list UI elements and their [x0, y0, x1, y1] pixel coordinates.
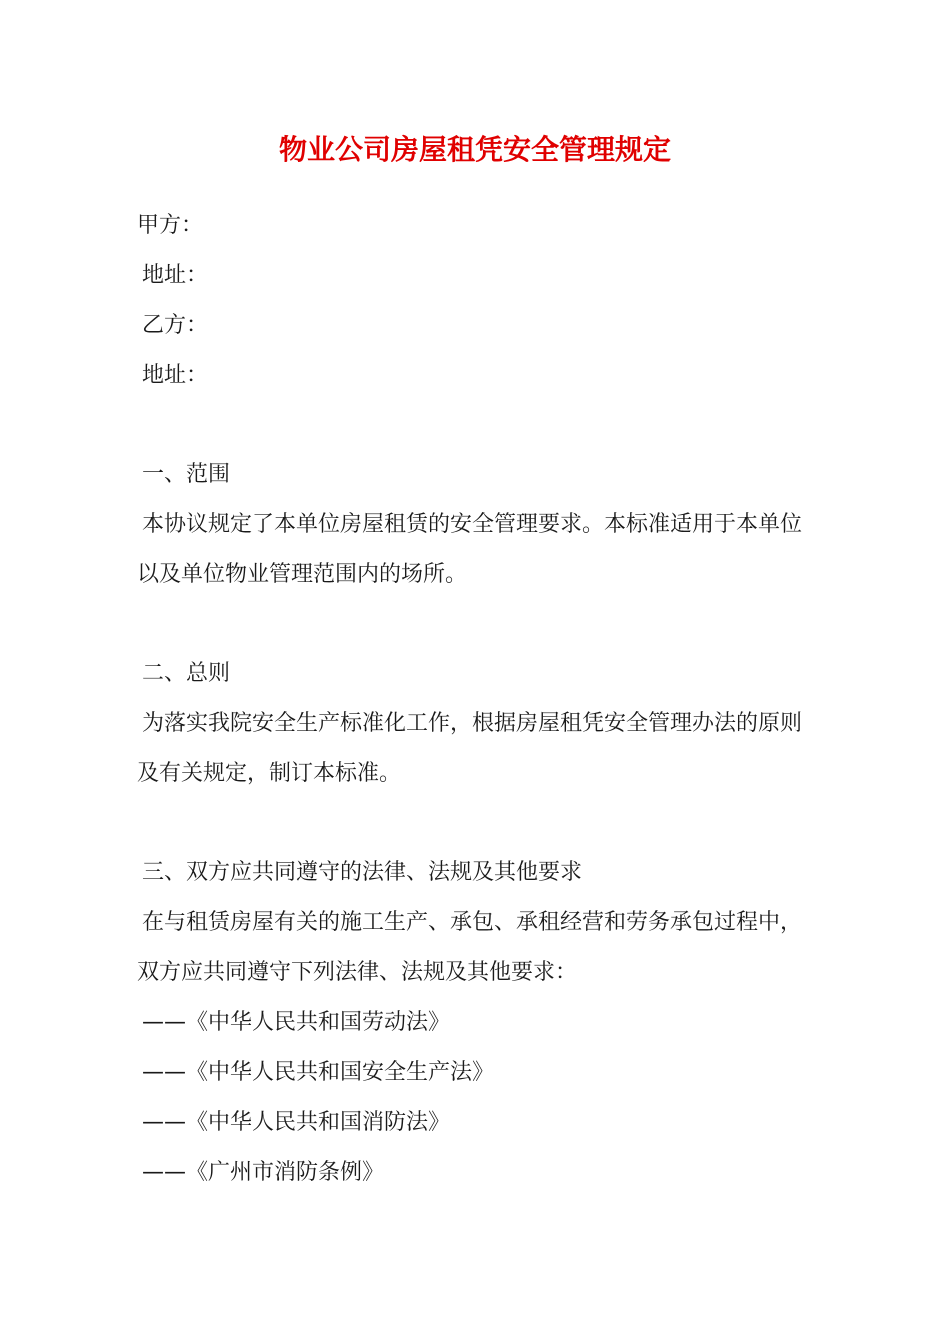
law-list-item: ——《广州市消防条例》 — [142, 1160, 385, 1185]
section-heading-general: 二、总则 — [142, 661, 231, 686]
section-text: 本协议规定了本单位房屋租赁的安全管理要求。本标准适用于本单位 — [142, 512, 803, 537]
law-list-item: ——《中华人民共和国劳动法》 — [142, 1010, 451, 1035]
section-text: 在与租赁房屋有关的施工生产、承包、承租经营和劳务承包过程中， — [142, 910, 803, 935]
section-text: 为落实我院安全生产标准化工作，根据房屋租凭安全管理办法的原则 — [142, 711, 803, 736]
law-list-item: ——《中华人民共和国安全生产法》 — [142, 1060, 495, 1085]
section-text: 双方应共同遵守下列法律、法规及其他要求： — [137, 960, 578, 985]
party-a-label: 甲方： — [137, 213, 204, 238]
section-text: 以及单位物业管理范围内的场所。 — [137, 562, 468, 587]
party-b-label: 乙方： — [142, 313, 209, 338]
party-b-address-label: 地址： — [142, 363, 209, 388]
document-title: 物业公司房屋租凭安全管理规定 — [278, 133, 671, 166]
law-list-item: ——《中华人民共和国消防法》 — [142, 1110, 451, 1135]
section-heading-scope: 一、范围 — [142, 462, 231, 487]
section-heading-laws: 三、双方应共同遵守的法律、法规及其他要求 — [142, 860, 583, 885]
party-a-address-label: 地址： — [142, 263, 209, 288]
section-text: 及有关规定，制订本标准。 — [137, 761, 402, 786]
